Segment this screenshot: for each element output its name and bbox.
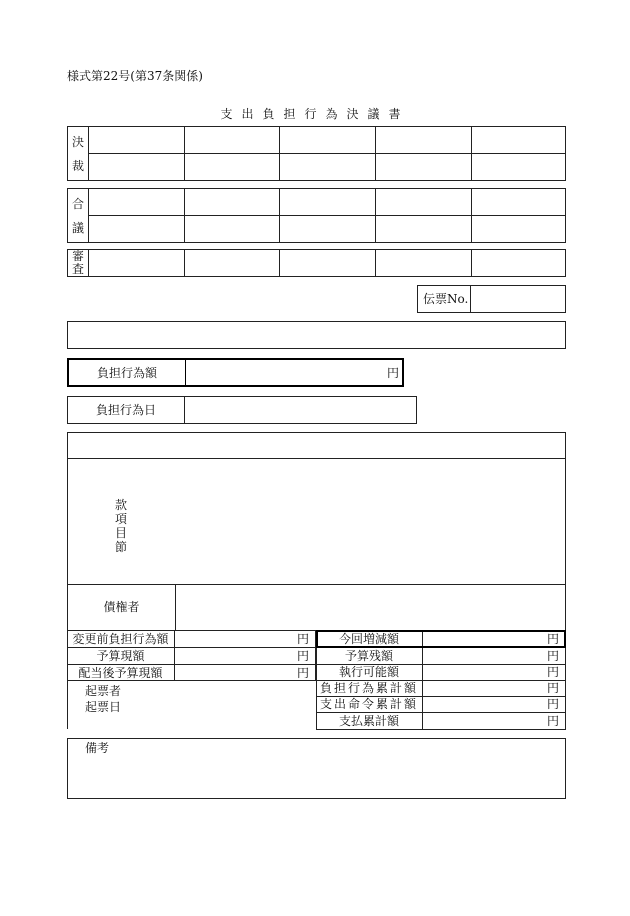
right-row-label: 予算残額 bbox=[344, 649, 393, 663]
right-row-unit: 円 bbox=[546, 714, 559, 728]
gougi-char-1: 合 bbox=[71, 197, 84, 211]
budget-block bbox=[67, 432, 566, 631]
right-row-unit: 円 bbox=[546, 649, 559, 663]
right-row-unit: 円 bbox=[546, 632, 559, 646]
remarks-box[interactable] bbox=[67, 738, 566, 799]
shinsa-char-2: 査 bbox=[71, 262, 84, 276]
form-number: 様式第22号(第37条関係) bbox=[67, 69, 203, 83]
remarks-label: 備考 bbox=[85, 741, 110, 755]
amount-unit: 円 bbox=[387, 366, 400, 380]
right-row-label: 今回増減額 bbox=[338, 632, 399, 646]
creditor-label: 債権者 bbox=[103, 600, 140, 614]
right-amount-table bbox=[316, 630, 566, 730]
draft-date-label: 起票日 bbox=[85, 700, 122, 714]
gougi-block bbox=[67, 188, 566, 243]
amount-label: 負担行為額 bbox=[96, 366, 157, 380]
page-title: 支出負担行為決議書 bbox=[220, 107, 410, 121]
shinsa-char-1: 審 bbox=[71, 249, 84, 263]
drafter-label: 起票者 bbox=[85, 684, 122, 698]
kessai-char-2: 裁 bbox=[71, 159, 84, 173]
left-row-unit: 円 bbox=[296, 649, 309, 663]
purpose-field[interactable] bbox=[67, 321, 566, 349]
amount-box bbox=[67, 358, 404, 387]
left-row-unit: 円 bbox=[296, 666, 309, 680]
slip-number-box bbox=[417, 285, 566, 313]
budget-char-moku: 目 bbox=[114, 526, 127, 540]
kessai-block bbox=[67, 126, 566, 181]
budget-char-setsu: 節 bbox=[114, 540, 127, 554]
right-row-label: 負担行為累計額 bbox=[319, 681, 418, 695]
right-row-label: 支出命令累計額 bbox=[319, 697, 418, 711]
kessai-char-1: 決 bbox=[71, 135, 84, 149]
right-row-unit: 円 bbox=[546, 697, 559, 711]
date-box bbox=[67, 396, 417, 424]
slip-number-label: 伝票No. bbox=[423, 292, 469, 306]
right-row-label: 執行可能額 bbox=[338, 665, 399, 679]
shinsa-block bbox=[67, 249, 566, 277]
budget-char-kou: 項 bbox=[114, 512, 127, 526]
right-row-label: 支払累計額 bbox=[338, 714, 399, 728]
left-amount-table bbox=[67, 630, 317, 682]
left-row-label: 予算現額 bbox=[96, 649, 145, 663]
left-row-label: 変更前負担行為額 bbox=[72, 632, 169, 646]
gougi-char-2: 議 bbox=[71, 221, 84, 235]
budget-char-kan: 款 bbox=[114, 498, 127, 512]
left-row-unit: 円 bbox=[296, 632, 309, 646]
date-label: 負担行為日 bbox=[95, 403, 156, 417]
right-row-unit: 円 bbox=[546, 665, 559, 679]
left-row-label: 配当後予算現額 bbox=[78, 666, 163, 680]
right-row-unit: 円 bbox=[546, 681, 559, 695]
